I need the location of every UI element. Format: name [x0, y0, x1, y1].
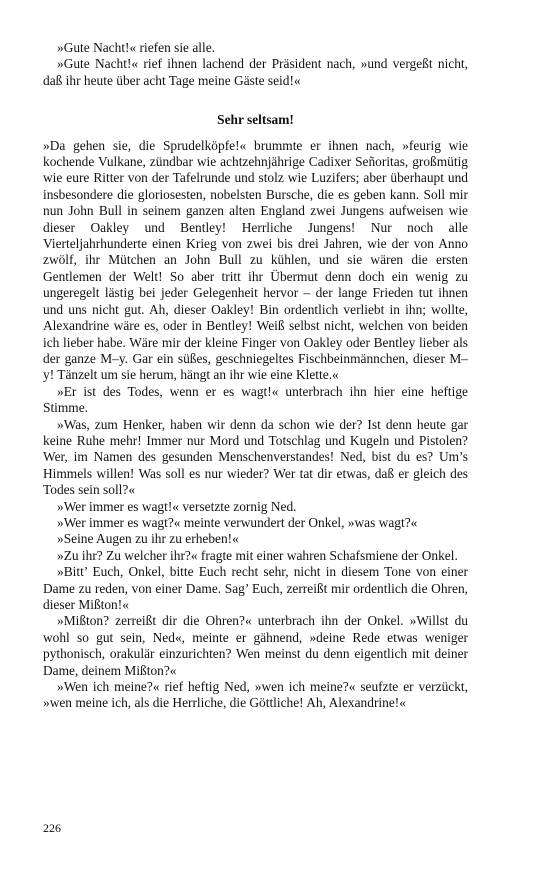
paragraph-10: »Wen ich meine?« rief heftig Ned, »wen ich meine?« seufzte er verzückt, »wen meine ich, als die Herrliche, die Göttliche! Ah, Alexandrine!« — [43, 679, 468, 711]
page-number: 226 — [43, 821, 61, 835]
paragraph-6: »Seine Augen zu ihr zu erheben!« — [57, 531, 239, 547]
paragraph-5: »Wer immer es wagt?« meinte verwundert der Onkel, »was wagt?« — [57, 514, 418, 530]
paragraph-7: »Zu ihr? Zu welcher ihr?« fragte mit einer wahren Schafsmiene der Onkel. — [57, 547, 458, 563]
paragraph-9: »Mißton? zerreißt dir die Ohren?« unterbrach ihn der Onkel. »Willst du wohl so gut sein, Ned«, meinte er gähnend, »deine Rede etwas weniger pythonisch, orakulär einzurichten? Wen meinst du denn eigentlich mit deiner Dame, deinem Mißton?« — [43, 613, 468, 678]
paragraph-2: »Er ist des Todes, wenn er es wagt!« unterbrach ihn hier eine heftige Stimme. — [43, 383, 468, 416]
paragraph-top-1: »Gute Nacht!« riefen sie alle. — [57, 40, 216, 55]
paragraph-1: »Da gehen sie, die Sprudelköpfe!« brummte er ihnen nach, »feurig wie kochende Vulkane, zündbar wie achtzehnjährige Cadixer Señoritas, großmütig wie eure Ritter von der Tafelrunde und stolz wie Luzifers; aber überhaupt und insbesondere die gloriosesten, nobelsten Bursche, die es geben kann. Soll mir nun John Bull in seinem ganzen alten England zwei Jungens aufweisen wie dieser Oakley und Bentley! Herrliche Jungens! Nur noch alle Vierteljahrhunderte einen Krieg von zwei bis drei Jahren, wie der von Anno zwölf, ihr Mütchen an John Bull zu kühlen, und sie wären die ersten Gentlemen der Welt! So aber tritt ihr Übermut denn doch ein wenig zu ungeregelt lästig bei jeder Gelegenheit hervor – der lange Frieden tut ihnen und uns nicht gut. Ah, dieser Oakley! Bin ordentlich verliebt in ihn; wollte, Alexandrine wäre es, oder in Bentley! Weiß selbst nicht, welchen von beiden ich lieber habe. Wäre mir der kleine Finger von Oakley oder Bentley lieber als der ganze M–y. Gar ein süßes, geschniegeltes Fischbeinmännchen, dieser M–y! Tänzelt um sie herum, hängt an ihr wie eine Klette.« — [43, 137, 468, 383]
paragraph-top-2: »Gute Nacht!« rief ihnen lachend der Präsident nach, »und vergeßt nicht, daß ihr heute über acht Tage meine Gäste seid!« — [43, 56, 468, 88]
section-heading: Sehr seltsam! — [217, 112, 294, 128]
paragraph-8: »Bitt’ Euch, Onkel, bitte Euch recht sehr, nicht in diesem Tone von einer Dame zu reden, von einer Dame. Sag’ Euch, zerreißt mir ordentlich die Ohren, dieser Mißton!« — [43, 564, 468, 612]
paragraph-3: »Was, zum Henker, haben wir denn da schon wie der? Ist denn heute gar keine Ruhe mehr! Immer nur Mord und Totschlag und Kugeln und Pistolen? Wer, im Namen des gesunden Menschenverstandes! Ned, bist du es? Um’s Himmels willen! Was soll es nur wieder? Wer tat dir etwas, daß er gleich des Todes sein soll?« — [43, 416, 468, 498]
paragraph-4: »Wer immer es wagt!« versetzte zornig Ned. — [57, 498, 297, 514]
page-body — [43, 40, 468, 712]
